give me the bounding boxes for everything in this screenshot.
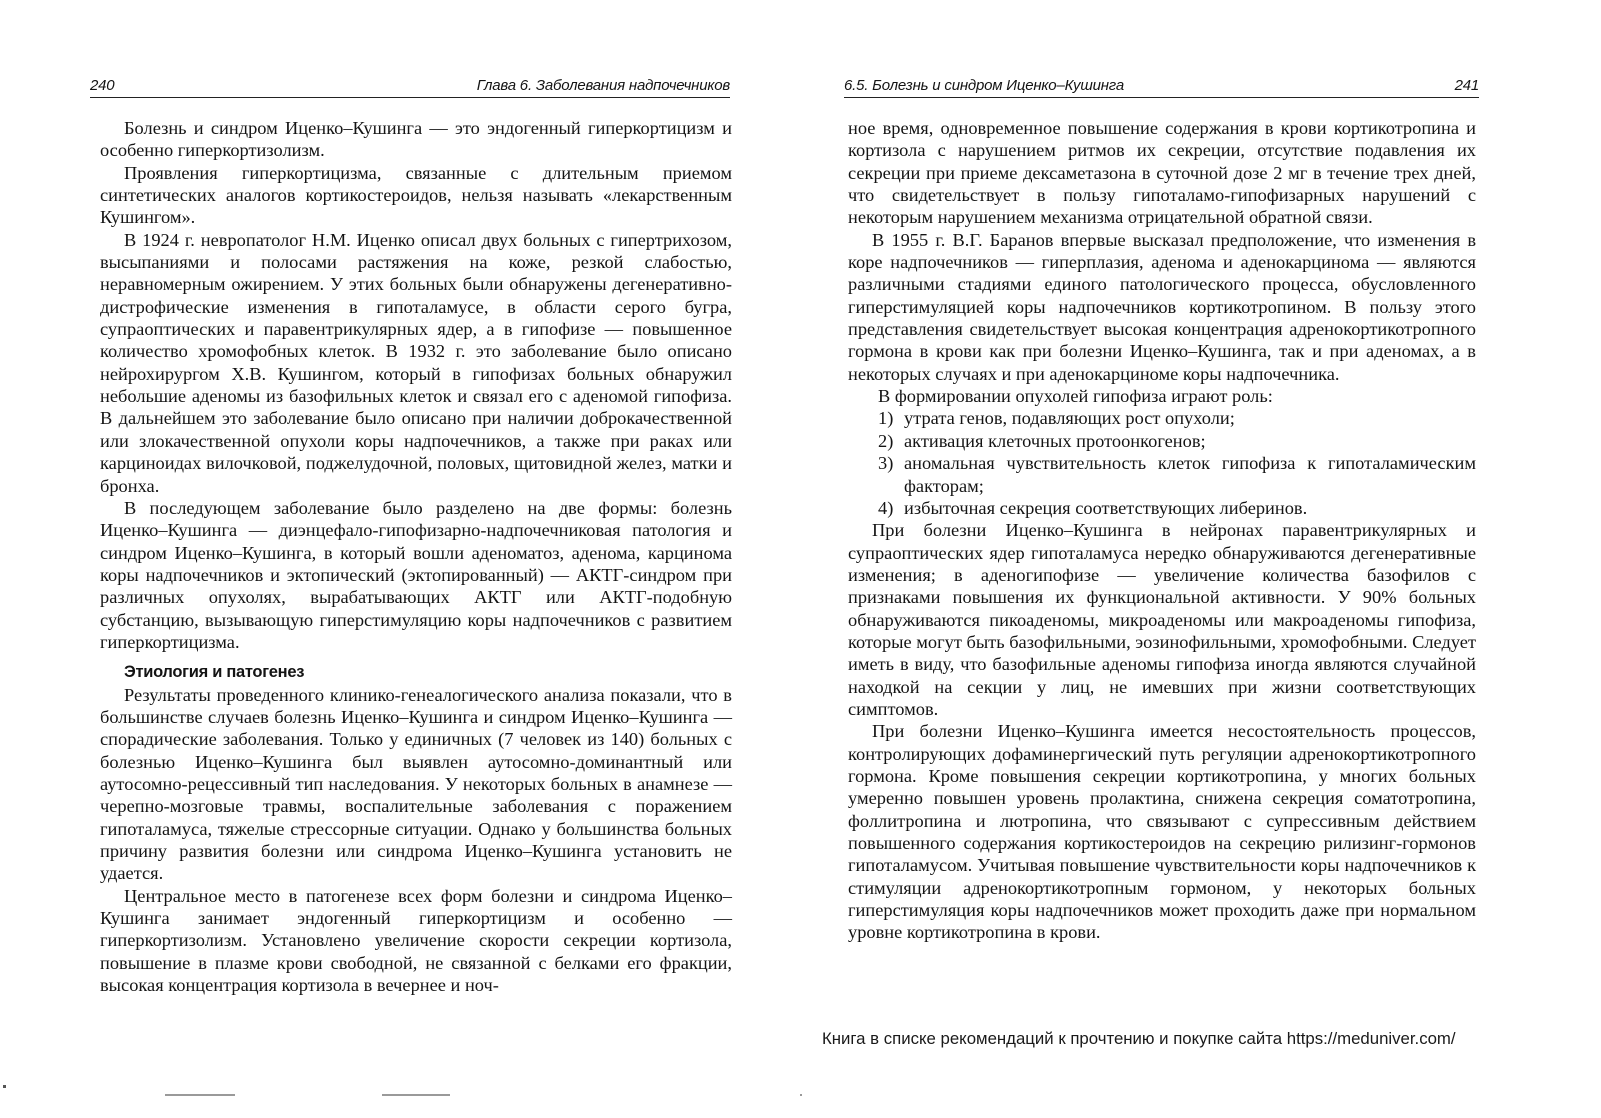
- right-running-title: 6.5. Болезнь и синдром Иценко–Кушинга: [844, 77, 1124, 94]
- right-page-number: 241: [1454, 77, 1479, 94]
- scan-artifact: [3, 1085, 6, 1088]
- paragraph: В 1924 г. невропатолог Н.М. Иценко описал двух больных с гипертрихозом, высыпаниями и полосами растяжения на коже, резкой слабостью, неравномерным ожирением. У этих больных были обнаружены дегенеративно-дистрофические изменения в гипоталамусе, в области серого бугра, супраоптических и паравентрикулярных ядер, а в гипофизе — повышенное количество хромофобных клеток. В 1932 г. это заболевание было описано нейрохирургом Х.В. Кушингом, который в гипофизах больных обнаружил небольшие аденомы из базофильных клеток и связал его с аденомой гипофиза. В дальнейшем это заболевание было описано при наличии доброкачественной или злокачественной опухоли коры надпочечников, а также при раках или карциноидах вилочковой, поджелудочной, половых, щитовидной желез, матки и бронха.: [100, 229, 732, 496]
- left-body-text: [100, 117, 732, 996]
- numbered-list: [848, 407, 1476, 519]
- list-item: [848, 452, 1476, 497]
- list-number: 2): [878, 430, 894, 451]
- paragraph: В 1955 г. В.Г. Баранов впервые высказал предположение, что изменения в коре надпочечников — гиперплазия, аденома и аденокарцинома — являются различными стадиями единого патологического процесса, обусловленного гиперстимуляцией коры надпочечников кортикотропином. В пользу этого представления свидетельствует высокая концентрация адренокортикотропного гормона в крови как при болезни Иценко–Кушинга, так и при аденомах, а в некоторых случаях и при аденокарциноме коры надпочечника.: [848, 229, 1476, 384]
- paragraph: В последующем заболевание было разделено на две формы: болезнь Иценко–Кушинга — диэнцефало-гипофизарно-надпочечниковая патология и синдром Иценко–Кушинга, в который вошли аденоматоз, аденома, карцинома коры надпочечников и эктопический (эктопированный) — АКТГ-синдром при различных опухолях, вырабатывающих АКТГ или АКТГ-подобную субстанцию, вызывающую гиперстимуляцию коры надпочечников с развитием гиперкортицизма.: [100, 497, 732, 652]
- paragraph: Болезнь и синдром Иценко–Кушинга — это эндогенный гиперкортицизм и особенно гиперкортизолизм.: [100, 118, 732, 161]
- list-number: 1): [878, 408, 894, 429]
- list-number: 3): [878, 453, 894, 474]
- paragraph-continuation: ное время, одновременное повышение содержания в крови кортикотропина и кортизола с нарушением ритмов их секреции, отсутствие подавления их секреции при приеме дексаметазона в суточной дозе 2 мг в течение трех дней, что свидетельствует в пользу гипоталамо-гипофизарных нарушений с некоторым нарушением механизма отрицательной обратной связи.: [848, 118, 1476, 228]
- paragraph: Проявления гиперкортицизма, связанные с длительным приемом синтетических аналогов кортикостероидов, нельзя называть «лекарственным Кушингом».: [100, 162, 732, 228]
- list-text: утрата генов, подавляющих рост опухоли;: [904, 408, 1235, 429]
- scan-artifact: [800, 1094, 802, 1096]
- left-page-number: 240: [90, 77, 115, 94]
- list-item: [848, 430, 1476, 452]
- list-item: [848, 497, 1476, 519]
- right-body-text: [848, 117, 1476, 944]
- list-number: 4): [878, 497, 894, 518]
- paragraph: При болезни Иценко–Кушинга в нейронах паравентрикулярных и супраоптических ядер гипоталамуса нередко обнаруживаются дегенеративные изменения; в аденогипофизе — увеличение количества базофилов с признаками повышения их функциональной активности. У 90% больных обнаруживаются пикоаденомы, микроаденомы или макроаденомы гипофиза, которые могут быть базофильными, эозинофильными, хромофобными. Следует иметь в виду, что базофильные аденомы гипофиза иногда являются случайной находкой на секции у лиц, не имевших при жизни соответствующих симптомов.: [848, 520, 1476, 719]
- scan-artifact: [165, 1094, 235, 1096]
- list-intro: В формировании опухолей гипофиза играют роль:: [878, 386, 1273, 407]
- scan-artifact: [382, 1094, 450, 1096]
- list-item: [848, 407, 1476, 429]
- right-running-head: [844, 77, 1479, 98]
- list-text: аномальная чувствительность клеток гипофиза к гипоталамическим факторам;: [904, 453, 1476, 496]
- paragraph: Центральное место в патогенезе всех форм болезни и синдрома Иценко–Кушинга занимает эндогенный гиперкортицизм и особенно — гиперкортизолизм. Установлено увеличение скорости секреции кортизола, повышение в плазме крови свободной, не связанной с белками его фракции, высокая концентрация кортизола в вечернее и ноч-: [100, 885, 732, 996]
- right-page: [800, 0, 1601, 1118]
- list-text: активация клеточных протоонкогенов;: [904, 430, 1206, 451]
- left-running-head: [90, 77, 730, 98]
- section-heading: Этиология и патогенез: [124, 663, 305, 682]
- left-page: [0, 0, 800, 1118]
- paragraph: Результаты проведенного клинико-генеалогического анализа показали, что в большинстве случаев болезнь Иценко–Кушинга и синдром Иценко–Кушинга — спорадические заболевания. Только у единичных (7 человек из 140) больных с болезнью Иценко–Кушинга был выявлен аутосомно-доминантный или аутосомно-рецессивный тип наследования. У некоторых больных в анамнезе — черепно-мозговые травмы, воспалительные заболевания с поражением гипоталамуса, тяжелые стрессорные ситуации. Однако у большинства больных причину развития болезни или синдрома Иценко–Кушинга установить не удается.: [100, 684, 732, 884]
- list-text: избыточная секреция соответствующих либеринов.: [904, 497, 1308, 518]
- left-running-title: Глава 6. Заболевания надпочечников: [476, 77, 730, 94]
- paragraph: При болезни Иценко–Кушинга имеется несостоятельность процессов, контролирующих дофаминергический путь регуляции адренокортикотропного гормона. Кроме повышения секреции кортикотропина, у многих больных умеренно повышен уровень пролактина, снижена секреция соматотропина, фоллитропина и лютропина, что связывают с супрессивным действием повышенного содержания кортикостероидов на секрецию рилизинг-гормонов гипоталамусом. Учитывая повышение чувствительности коры надпочечников к стимуляции адренокортикотропным гормоном, у некоторых больных гиперстимуляция коры надпочечников может проходить даже при нормальном уровне кортикотропина в крови.: [848, 721, 1476, 943]
- watermark-text: Книга в списке рекомендаций к прочтению и покупке сайта https://meduniver.com/: [822, 1029, 1456, 1048]
